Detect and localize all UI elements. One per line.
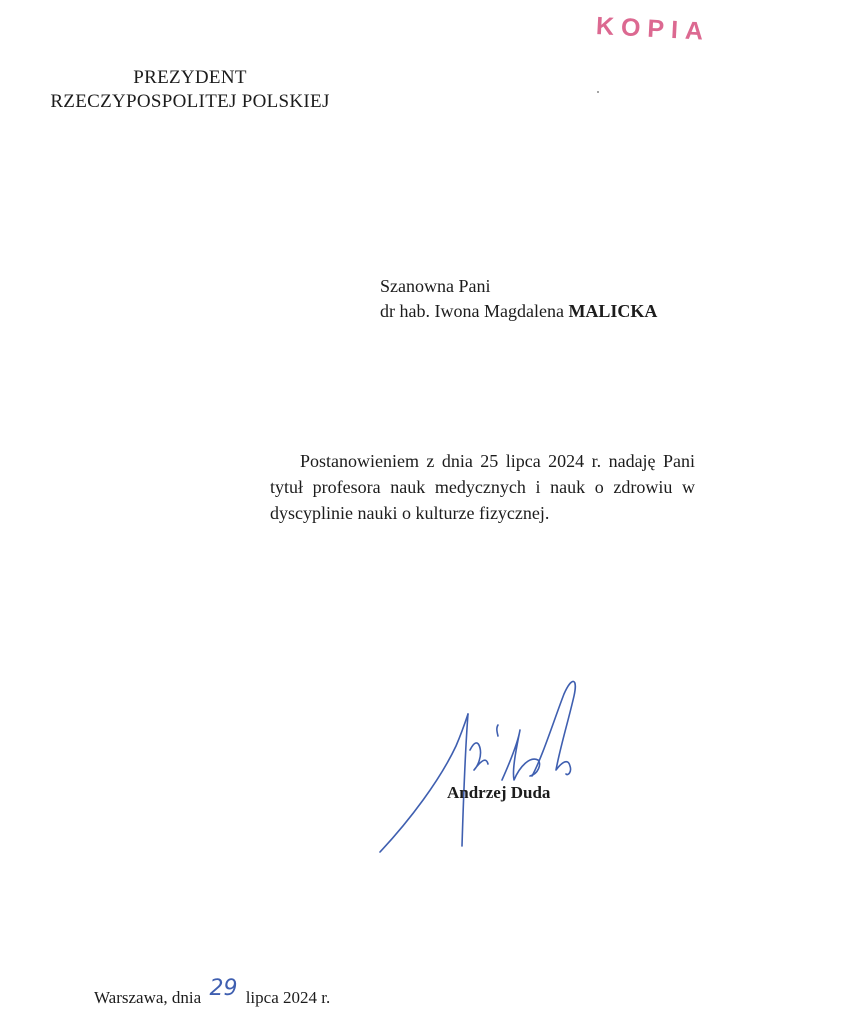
addressee-block [380,274,657,324]
place-and-date [94,976,331,1009]
signer-name: Andrzej Duda [447,783,551,802]
addressee-surname: MALICKA [568,301,658,321]
date-prefix: Warszawa, dnia [94,988,202,1007]
signature-strokes [380,681,575,852]
letterhead-line-1: PREZYDENT [133,67,247,88]
letter-body: Postanowieniem z dnia 25 lipca 2024 r. nadaję Pani tytuł profesora nauk medycznych i nauk o zdrowiu w dyscyplinie nauki o kulturze fizycznej. [270,451,695,523]
addressee-name [380,299,657,324]
letterhead-line-2: RZECZYPOSPOLITEJ POLSKIEJ [50,91,330,112]
salutation: Szanowna Pani [380,276,491,296]
letterhead [30,66,350,114]
kopia-stamp: KOPIA [595,12,711,46]
handwritten-day: 29 [209,976,238,1001]
addressee-given-names: dr hab. Iwona Magdalena [380,301,564,321]
handwritten-signature [370,670,585,860]
date-suffix: lipca 2024 r. [245,988,331,1007]
scan-speck [597,91,599,93]
